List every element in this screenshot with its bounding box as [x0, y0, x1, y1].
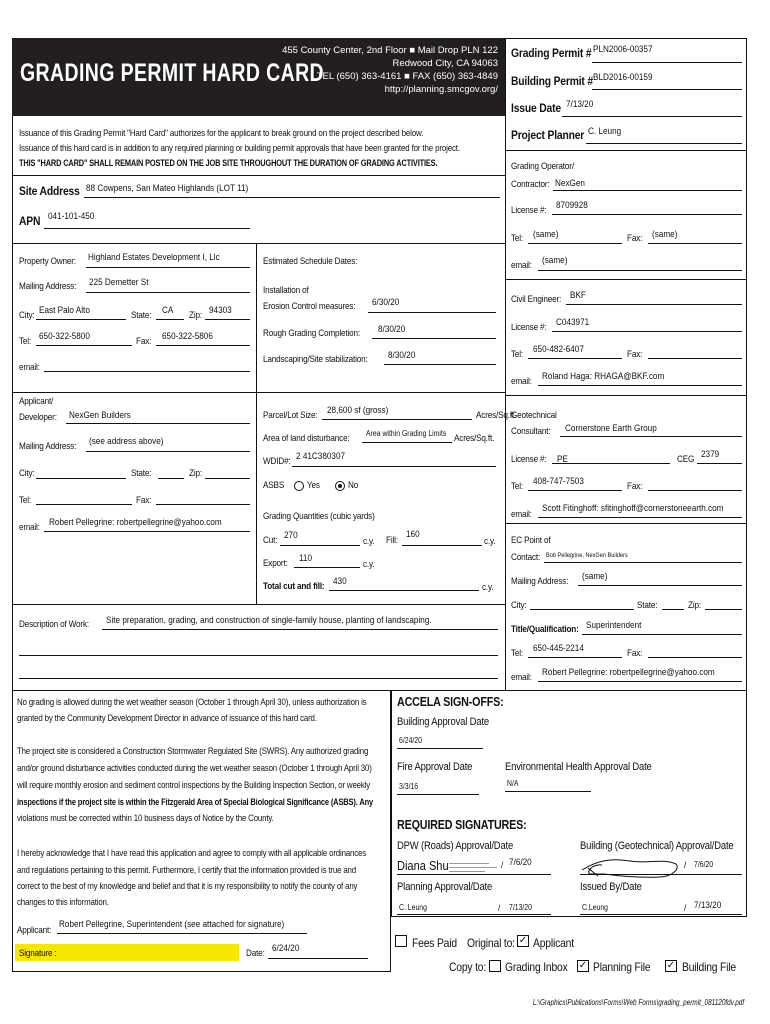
ec-fax-line — [648, 657, 742, 658]
right-col-line-4 — [505, 523, 747, 524]
frame-top — [505, 38, 747, 39]
owner-label: Property Owner: — [19, 256, 76, 267]
cut-label: Cut: — [263, 535, 278, 546]
engineer-email-label: email: — [511, 376, 532, 387]
notice-2-line-1: The project site is considered a Construction Stormwater Regulated Site (SWRS). Any authorized grading — [17, 746, 369, 757]
disturbance-value: Area within Grading Limits — [366, 429, 447, 438]
asbs-yes-radio[interactable] — [294, 481, 304, 491]
geo-slash: / — [684, 860, 687, 871]
applicant-sign-value: Robert Pellegrine, Superintendent (see attached for signature) — [59, 919, 285, 930]
applicant-zip-line — [205, 478, 250, 479]
owner-mailing-line — [86, 292, 250, 293]
applicant-tel-line — [36, 504, 132, 505]
applicant-value: NexGen Builders — [69, 410, 131, 421]
building-permit-label: Building Permit # — [511, 74, 593, 88]
notice-1-line-2: granted by the Community Development Director in advance of issuance of this hard card. — [17, 713, 317, 724]
dpw-date: 7/6/20 — [509, 857, 532, 868]
schedule-install-label: Installation of — [263, 285, 309, 296]
ec-title-label: Title/Qualification: — [511, 624, 579, 635]
work-label: Description of Work: — [19, 619, 89, 630]
intro-line-2: Issuance of this hard card is in addition to any required planning or building permit approvals that have been granted for the project. — [19, 143, 460, 154]
geotech-ceg-value: 2379 — [701, 449, 720, 460]
frame-right-divider — [505, 38, 506, 690]
county-address — [282, 44, 498, 96]
address-line-4: http://planning.smcgov.org/ — [384, 84, 498, 95]
address-line-3: TEL (650) 363-4161 ■ FAX (650) 363-4849 — [316, 71, 498, 82]
operator-fax-line — [648, 243, 742, 244]
operator-email-value: (same) — [542, 255, 568, 266]
planning-approval-value: C. Leung — [399, 903, 427, 912]
issued-by-value: C.Leung — [582, 903, 609, 912]
geotech-ceg-label: CEG — [677, 454, 695, 465]
dpw-stamp — [449, 860, 504, 874]
schedule-landscape-label: Landscaping/Site stabilization: — [263, 354, 368, 365]
geotech-line — [560, 436, 742, 437]
geo-signature — [578, 852, 687, 882]
geotech-email-label: email: — [511, 509, 532, 520]
geo-line — [580, 874, 742, 875]
env-approval-line — [505, 791, 591, 792]
fill-value: 160 — [406, 529, 420, 540]
intro-line-3: THIS "HARD CARD" SHALL REMAIN POSTED ON THE JOB SITE THROUGHOUT THE DURATION OF GRADING ACTIVITIES. — [19, 158, 438, 169]
engineer-tel-label: Tel: — [511, 349, 524, 360]
schedule-erosion-line — [368, 312, 496, 313]
engineer-tel-value: 650-482-6407 — [533, 344, 584, 355]
operator-tel-line — [528, 243, 622, 244]
notice-3-line-3: correct to the best of my knowledge and belief and that it is my responsibility to notify the county of any — [17, 881, 358, 892]
planning-file-checkbox[interactable]: ✓ — [578, 960, 588, 971]
applicant-email-line — [44, 531, 250, 532]
site-address-label: Site Address — [19, 184, 80, 198]
site-address-value: 88 Cowpens, San Mateo Highlands (LOT 11) — [86, 183, 249, 194]
env-approval-label: Environmental Health Approval Date — [505, 761, 652, 773]
ec-email-line — [538, 681, 742, 682]
geo-approval-label: Building (Geotechnical) Approval/Date — [580, 840, 734, 852]
applicant-zip-label: Zip: — [189, 468, 202, 479]
schedule-rough-label: Rough Grading Completion: — [263, 328, 360, 339]
planning-file-label: Planning File — [593, 960, 651, 974]
engineer-license-line — [552, 331, 742, 332]
cut-line — [280, 545, 360, 546]
applicant-email-label: email: — [19, 522, 40, 533]
ec-title-value: Superintendent — [586, 620, 642, 631]
engineer-email-line — [538, 385, 742, 386]
ec-mailing-label: Mailing Address: — [511, 576, 569, 587]
planning-date: 7/13/20 — [509, 903, 532, 912]
disturbance-label: Area of land disturbance: — [263, 433, 350, 444]
right-col-line-1 — [505, 150, 747, 151]
applicant-check-label: Applicant — [533, 936, 574, 950]
work-line-3 — [19, 678, 498, 679]
grading-inbox-label: Grading Inbox — [505, 960, 568, 974]
geotech-ceg-line — [697, 463, 742, 464]
right-col-line-3 — [505, 395, 747, 396]
ec-label-1: EC Point of — [511, 535, 551, 546]
engineer-fax-line — [648, 358, 742, 359]
applicant-sign-line — [57, 933, 307, 934]
ec-mailing-line — [578, 585, 742, 586]
parcel-size-label: Parcel/Lot Size: — [263, 410, 318, 421]
apn-value: 041-101-450 — [48, 211, 95, 222]
export-label: Export: — [263, 558, 288, 569]
engineer-fax-label: Fax: — [627, 349, 643, 360]
ec-tel-label: Tel: — [511, 648, 524, 659]
total-unit: c.y. — [482, 582, 494, 593]
issue-date-label: Issue Date — [511, 101, 561, 115]
footer-path: L:\Graphics\Publications\Forms\Web Forms\grading_permit_081120fdv.pdf — [532, 998, 744, 1007]
disturbance-line — [362, 442, 452, 443]
apn-line — [44, 228, 250, 229]
total-line — [329, 590, 479, 591]
applicant-tel-label: Tel: — [19, 495, 32, 506]
ec-mailing-value: (same) — [582, 571, 608, 582]
grading-permit-value: PLN2006-00357 — [593, 44, 653, 55]
dpw-slash: / — [501, 860, 504, 871]
wdid-label: WDID#: — [263, 456, 291, 467]
owner-zip-line — [205, 319, 250, 320]
geotech-label-2: Consultant: — [511, 426, 551, 437]
operator-label-1: Grading Operator/ — [511, 161, 574, 172]
operator-value: NexGen — [555, 178, 585, 189]
parcel-size-value: 28,600 sf (gross) — [327, 405, 389, 416]
fire-approval-label: Fire Approval Date — [397, 761, 473, 773]
building-permit-line — [592, 89, 742, 90]
applicant-checkbox[interactable]: ✓ — [518, 935, 528, 946]
frame-line-site — [12, 175, 505, 176]
wdid-value: 2 41C380307 — [296, 451, 346, 462]
fire-approval-value: 3/3/16 — [399, 782, 419, 791]
total-value: 430 — [333, 576, 347, 587]
owner-city-line — [36, 319, 126, 320]
issued-date: 7/13/20 — [694, 900, 722, 911]
geotech-label-1: Geotechnical — [511, 410, 557, 421]
address-line-1: 455 County Center, 2nd Floor ■ Mail Drop PLN 122 — [282, 45, 498, 56]
owner-tel-line — [36, 345, 132, 346]
owner-mailing-label: Mailing Address: — [19, 281, 77, 292]
right-col-line-2 — [505, 279, 747, 280]
operator-email-label: email: — [511, 260, 532, 271]
asbs-yes-label: Yes — [307, 480, 320, 491]
applicant-mailing-line — [86, 451, 250, 452]
fill-line — [402, 545, 482, 546]
work-line-2 — [19, 655, 498, 656]
export-value: 110 — [299, 553, 313, 564]
ec-title-line — [582, 634, 742, 635]
ec-email-label: email: — [511, 672, 532, 683]
schedule-rough-line — [372, 338, 496, 339]
parcel-size-line — [322, 419, 472, 420]
ec-fax-label: Fax: — [627, 648, 643, 659]
ec-city-line — [530, 609, 634, 610]
export-line — [294, 567, 360, 568]
applicant-line — [66, 423, 250, 424]
cut-unit: c.y. — [363, 536, 375, 547]
dpw-line — [397, 874, 551, 875]
owner-email-line — [44, 371, 250, 372]
asbs-no-radio[interactable] — [335, 481, 345, 491]
building-approval-label: Building Approval Date — [397, 716, 489, 728]
apn-label: APN — [19, 214, 41, 228]
planning-slash: / — [498, 903, 501, 914]
schedule-erosion-value: 6/30/20 — [372, 297, 400, 308]
building-permit-value: BLD2016-00159 — [593, 72, 653, 83]
total-label: Total cut and fill: — [263, 581, 325, 592]
applicant-city-label: City: — [19, 468, 35, 479]
env-approval-value: N/A — [507, 779, 519, 788]
geotech-license-value: PE — [557, 454, 568, 465]
ec-line — [544, 562, 742, 563]
notice-2-line-3: will require monthly erosion and sediment control inspections by the Building Inspection Section, or weekly — [17, 780, 371, 791]
signature-label: Signature : — [19, 948, 57, 959]
fill-label: Fill: — [386, 535, 398, 546]
ec-zip-line — [705, 609, 742, 610]
issued-line — [580, 914, 742, 915]
applicant-state-line — [158, 478, 184, 479]
owner-zip-value: 94303 — [209, 305, 232, 316]
ec-zip-label: Zip: — [688, 600, 701, 611]
owner-value: Highland Estates Development I, Llc — [88, 252, 220, 263]
fees-paid-label: Fees Paid — [412, 936, 457, 950]
owner-email-label: email: — [19, 362, 40, 373]
ec-value: Bob Pellegrine, NexGen Builders — [546, 552, 628, 559]
asbs-label: ASBS — [263, 480, 285, 491]
export-unit: c.y. — [363, 559, 375, 570]
owner-state-value: CA — [162, 305, 174, 316]
operator-fax-value: (same) — [652, 229, 678, 240]
issued-slash: / — [684, 903, 687, 914]
frame-line-work — [12, 604, 505, 605]
geotech-email-line — [538, 517, 742, 518]
schedule-rough-value: 8/30/20 — [378, 324, 406, 335]
dpw-signature: Diana Shu — [397, 858, 449, 873]
planning-approval-label: Planning Approval/Date — [397, 881, 493, 893]
applicant-mailing-label: Mailing Address: — [19, 441, 77, 452]
work-value: Site preparation, grading, and construction of single-family house, planting of landscaping. — [106, 615, 432, 626]
applicant-fax-line — [156, 504, 250, 505]
site-address-line — [84, 197, 500, 198]
frame-line-owner — [12, 243, 505, 244]
owner-state-line — [156, 319, 184, 320]
issue-date-line — [562, 116, 742, 117]
building-approval-value: 6/24/20 — [399, 736, 422, 745]
building-file-label: Building File — [682, 960, 736, 974]
geotech-tel-value: 408-747-7503 — [533, 476, 584, 487]
frame-mid-divider — [256, 243, 257, 604]
ec-email-value: Robert Pellegrine: robertpellegrine@yahoo.com — [542, 667, 715, 678]
geotech-email-value: Scott Fitinghoff: sfitinghoff@cornerstoneearth.com — [542, 503, 724, 514]
owner-tel-value: 650-322-5800 — [39, 331, 90, 342]
sign-date-line — [268, 958, 368, 959]
engineer-line — [566, 304, 742, 305]
building-approval-line — [397, 748, 483, 749]
owner-state-label: State: — [131, 310, 152, 321]
frame-line-applicant — [12, 392, 505, 393]
operator-fax-label: Fax: — [627, 233, 643, 244]
owner-mailing-value: 225 Demetter St — [89, 277, 149, 288]
intro-line-1: Issuance of this Grading Permit "Hard Card" authorizes for the applicant to break ground on the project described below. — [19, 128, 424, 139]
owner-city-label: City: — [19, 310, 35, 321]
project-planner-value: C. Leung — [588, 126, 622, 137]
geotech-value: Cornerstone Earth Group — [565, 423, 657, 434]
applicant-email-value: Robert Pellegrine: robertpellegrine@yahoo.com — [49, 517, 222, 528]
fire-approval-line — [397, 794, 479, 795]
operator-license-label: License #: — [511, 205, 547, 216]
operator-line — [553, 190, 742, 191]
frame-right-edge — [746, 38, 747, 690]
notice-2-line-4: inspections if the project site is within the Fitzgerald Area of Special Biological Significance (ASBS). Any — [17, 797, 374, 808]
planning-line — [397, 914, 551, 915]
ec-tel-line — [528, 657, 622, 658]
notice-3-line-4: changes to this information. — [17, 897, 109, 908]
owner-zip-label: Zip: — [189, 310, 202, 321]
owner-fax-label: Fax: — [136, 336, 152, 347]
sign-date-label: Date: — [246, 948, 265, 959]
schedule-title: Estimated Schedule Dates: — [263, 256, 358, 267]
owner-fax-value: 650-322-5806 — [162, 331, 213, 342]
cut-value: 270 — [284, 530, 298, 541]
schedule-landscape-value: 8/30/20 — [388, 350, 416, 361]
fill-unit: c.y. — [484, 536, 496, 547]
notice-1-line-1: No grading is allowed during the wet weather season (October 1 through April 30), unless authorization is — [17, 697, 367, 708]
geotech-tel-label: Tel: — [511, 481, 524, 492]
owner-city-value: East Palo Alto — [39, 305, 90, 316]
issue-date-value: 7/13/20 — [566, 99, 594, 110]
geotech-fax-label: Fax: — [627, 481, 643, 492]
applicant-sign-label: Applicant: — [17, 925, 52, 936]
applicant-label-2: Developer: — [19, 412, 57, 423]
applicant-city-line — [36, 478, 126, 479]
operator-tel-label: Tel: — [511, 233, 524, 244]
ec-tel-value: 650-445-2214 — [533, 643, 584, 654]
operator-license-line — [552, 214, 742, 215]
frame-left-edge — [12, 116, 13, 690]
grading-inbox-checkbox[interactable] — [489, 960, 501, 972]
wdid-line — [292, 466, 496, 467]
copy-to-label: Copy to: — [449, 960, 487, 974]
address-line-2: Redwood City, CA 94063 — [392, 58, 498, 69]
owner-tel-label: Tel: — [19, 336, 32, 347]
geotech-fax-line — [648, 490, 742, 491]
applicant-label-1: Applicant/ — [19, 396, 54, 407]
geotech-license-line — [552, 463, 670, 464]
engineer-label: Civil Engineer: — [511, 294, 562, 305]
engineer-tel-line — [528, 358, 622, 359]
notice-3-line-1: I hereby acknowledge that I have read this application and agree to comply with all applicable ordinances — [17, 848, 367, 859]
disturbance-unit: Acres/Sq.ft. — [454, 433, 495, 444]
ec-state-line — [662, 609, 684, 610]
applicant-mailing-value: (see address above) — [89, 436, 164, 447]
schedule-landscape-line — [384, 364, 496, 365]
fees-paid-checkbox[interactable] — [395, 935, 407, 947]
accela-title: ACCELA SIGN-OFFS: — [397, 695, 504, 709]
building-file-checkbox[interactable]: ✓ — [666, 960, 676, 971]
engineer-license-value: C043971 — [556, 317, 590, 328]
operator-label-2: Contractor: — [511, 179, 550, 190]
operator-license-value: 8709928 — [556, 200, 588, 211]
notice-2-line-5: violations must be corrected within 10 business days of Notice by the County. — [17, 813, 274, 824]
engineer-license-label: License #: — [511, 322, 547, 333]
geotech-tel-line — [528, 490, 622, 491]
grading-permit-line — [592, 62, 742, 63]
operator-tel-value: (same) — [533, 229, 559, 240]
required-signatures-title: REQUIRED SIGNATURES: — [397, 818, 527, 832]
geo-date: 7/6/20 — [694, 860, 714, 869]
applicant-state-label: State: — [131, 468, 152, 479]
ec-state-label: State: — [637, 600, 658, 611]
owner-line — [86, 267, 250, 268]
sign-date-value: 6/24/20 — [272, 943, 300, 954]
schedule-erosion-label: Erosion Control measures: — [263, 301, 356, 312]
ec-label-2: Contact: — [511, 552, 541, 563]
notice-2-line-2: and/or ground disturbance activities conducted during the wet weather season (October 1 through April 30) — [17, 763, 372, 774]
engineer-email-value: Roland Haga: RHAGA@BKF.com — [542, 371, 665, 382]
work-line-1 — [102, 629, 498, 630]
project-planner-label: Project Planner — [511, 128, 585, 142]
parcel-size-unit: Acres/Sq.ft. — [476, 410, 517, 421]
owner-fax-line — [156, 345, 250, 346]
project-planner-line — [586, 143, 742, 144]
geotech-license-label: License #: — [511, 454, 547, 465]
asbs-no-label: No — [348, 480, 359, 491]
applicant-fax-label: Fax: — [136, 495, 152, 506]
operator-email-line — [538, 270, 742, 271]
ec-city-label: City: — [511, 600, 527, 611]
issued-by-label: Issued By/Date — [580, 881, 642, 893]
grading-permit-label: Grading Permit # — [511, 46, 592, 60]
original-to-label: Original to: — [467, 936, 515, 950]
quantities-title: Grading Quantities (cubic yards) — [263, 511, 375, 522]
page-title: GRADING PERMIT HARD CARD — [20, 59, 325, 87]
dpw-approval-label: DPW (Roads) Approval/Date — [397, 840, 514, 852]
engineer-value: BKF — [570, 290, 586, 301]
notice-3-line-2: and regulations pertaining to this permit. Furthermore, I certify that the information provided is true and — [17, 865, 357, 876]
